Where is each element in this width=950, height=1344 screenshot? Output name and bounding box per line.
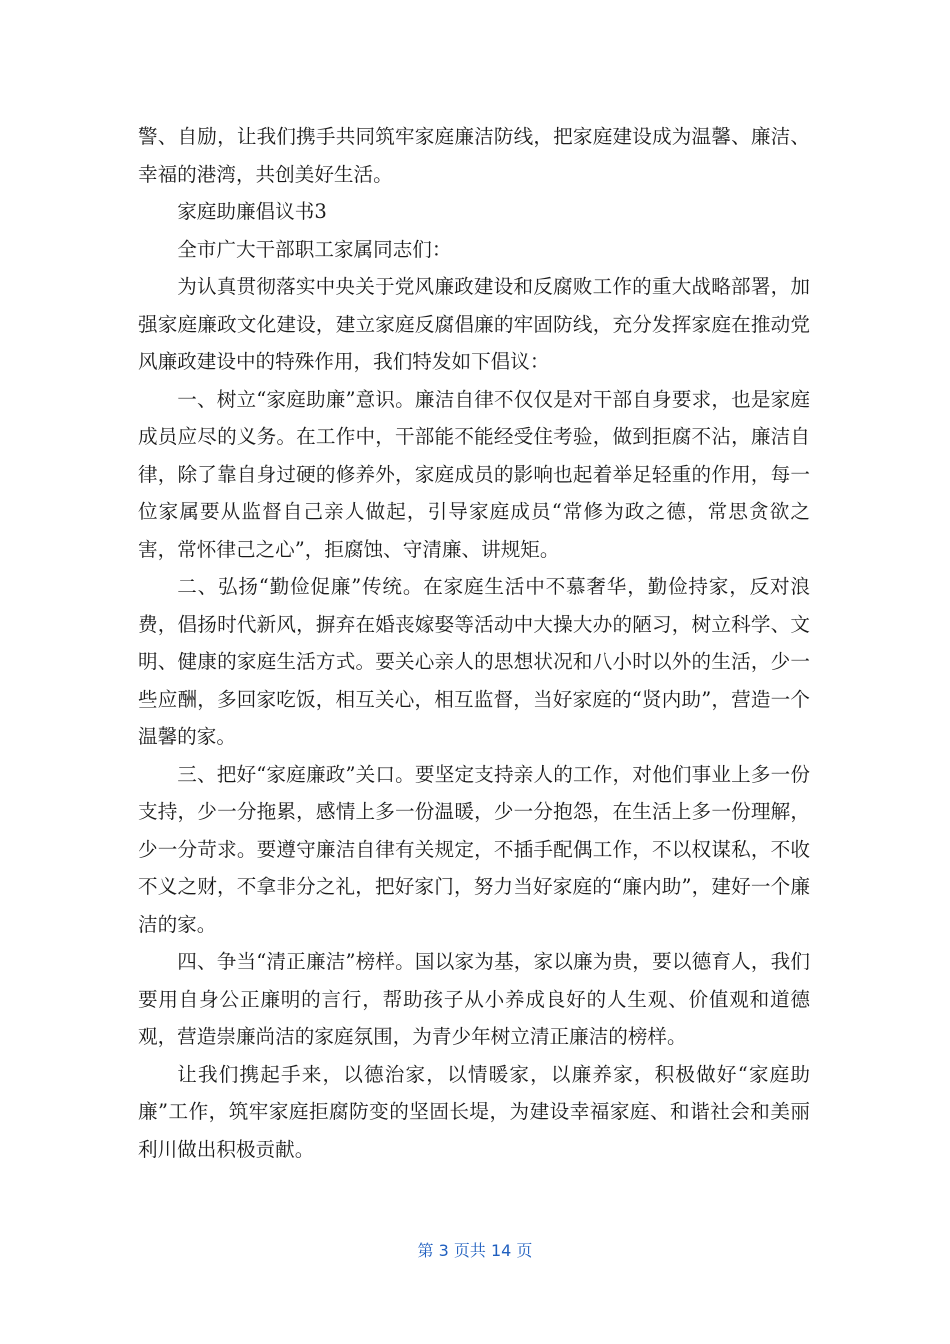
paragraph-intro: 为认真贯彻落实中央关于党风廉政建设和反腐败工作的重大战略部署，加强家庭廉政文化建设，建立家庭反腐倡廉的牢固防线，充分发挥家庭在推动党风廉政建设中的特殊作用，我们特发如下倡议： — [138, 275, 810, 373]
paragraph-closing: 让我们携起手来，以德治家，以情暖家，以廉养家，积极做好“家庭助廉”工作，筑牢家庭拒腐防变的坚固长堤，为建设幸福家庭、和谐社会和美丽利川做出积极贡献。 — [138, 1062, 810, 1161]
section-heading: 家庭助廉倡议书3 — [177, 200, 327, 223]
paragraph-continuation: 警、自励，让我们携手共同筑牢家庭廉洁防线，把家庭建设成为温馨、廉洁、幸福的港湾，共创美好生活。 — [138, 125, 810, 186]
page-number-footer: 第 3 页共 14 页 — [417, 1241, 533, 1260]
paragraph-point-4: 四、争当“清正廉洁”榜样。国以家为基，家以廉为贵，要以德育人，我们要用自身公正廉明的言行，帮助孩子从小养成良好的人生观、价值观和道德观，营造崇廉尚洁的家庭氛围，为青少年树立清正廉洁的榜样。 — [138, 950, 810, 1048]
salutation: 全市广大干部职工家属同志们： — [177, 237, 452, 261]
paragraph-point-1: 一、树立“家庭助廉”意识。廉洁自律不仅仅是对干部自身要求，也是家庭成员应尽的义务。在工作中，干部能不能经受住考验，做到拒腐不沾，廉洁自律，除了靠自身过硬的修养外，家庭成员的影响也起着举足轻重的作用，每一位家属要从监督自己亲人做起，引导家庭成员“常修为政之德，常思贪欲之害，常怀律己之心”，拒腐蚀、守清廉、讲规矩。 — [138, 387, 810, 561]
paragraph-point-3: 三、把好“家庭廉政”关口。要坚定支持亲人的工作，对他们事业上多一份支持，少一分拖累，感情上多一份温暖，少一分抱怨，在生活上多一份理解，少一分苛求。要遵守廉洁自律有关规定，不插手配偶工作，不以权谋私，不收不义之财，不拿非分之礼，把好家门，努力当好家庭的“廉内助”，建好一个廉洁的家。 — [138, 762, 810, 936]
document-body — [138, 118, 810, 1168]
paragraph-point-2: 二、弘扬“勤俭促廉”传统。在家庭生活中不慕奢华，勤俭持家，反对浪费，倡扬时代新风，摒弃在婚丧嫁娶等活动中大操大办的陋习，树立科学、文明、健康的家庭生活方式。要关心亲人的思想状况和八小时以外的生活，少一些应酬，多回家吃饭，相互关心，相互监督，当好家庭的“贤内助”，营造一个温馨的家。 — [138, 575, 810, 748]
